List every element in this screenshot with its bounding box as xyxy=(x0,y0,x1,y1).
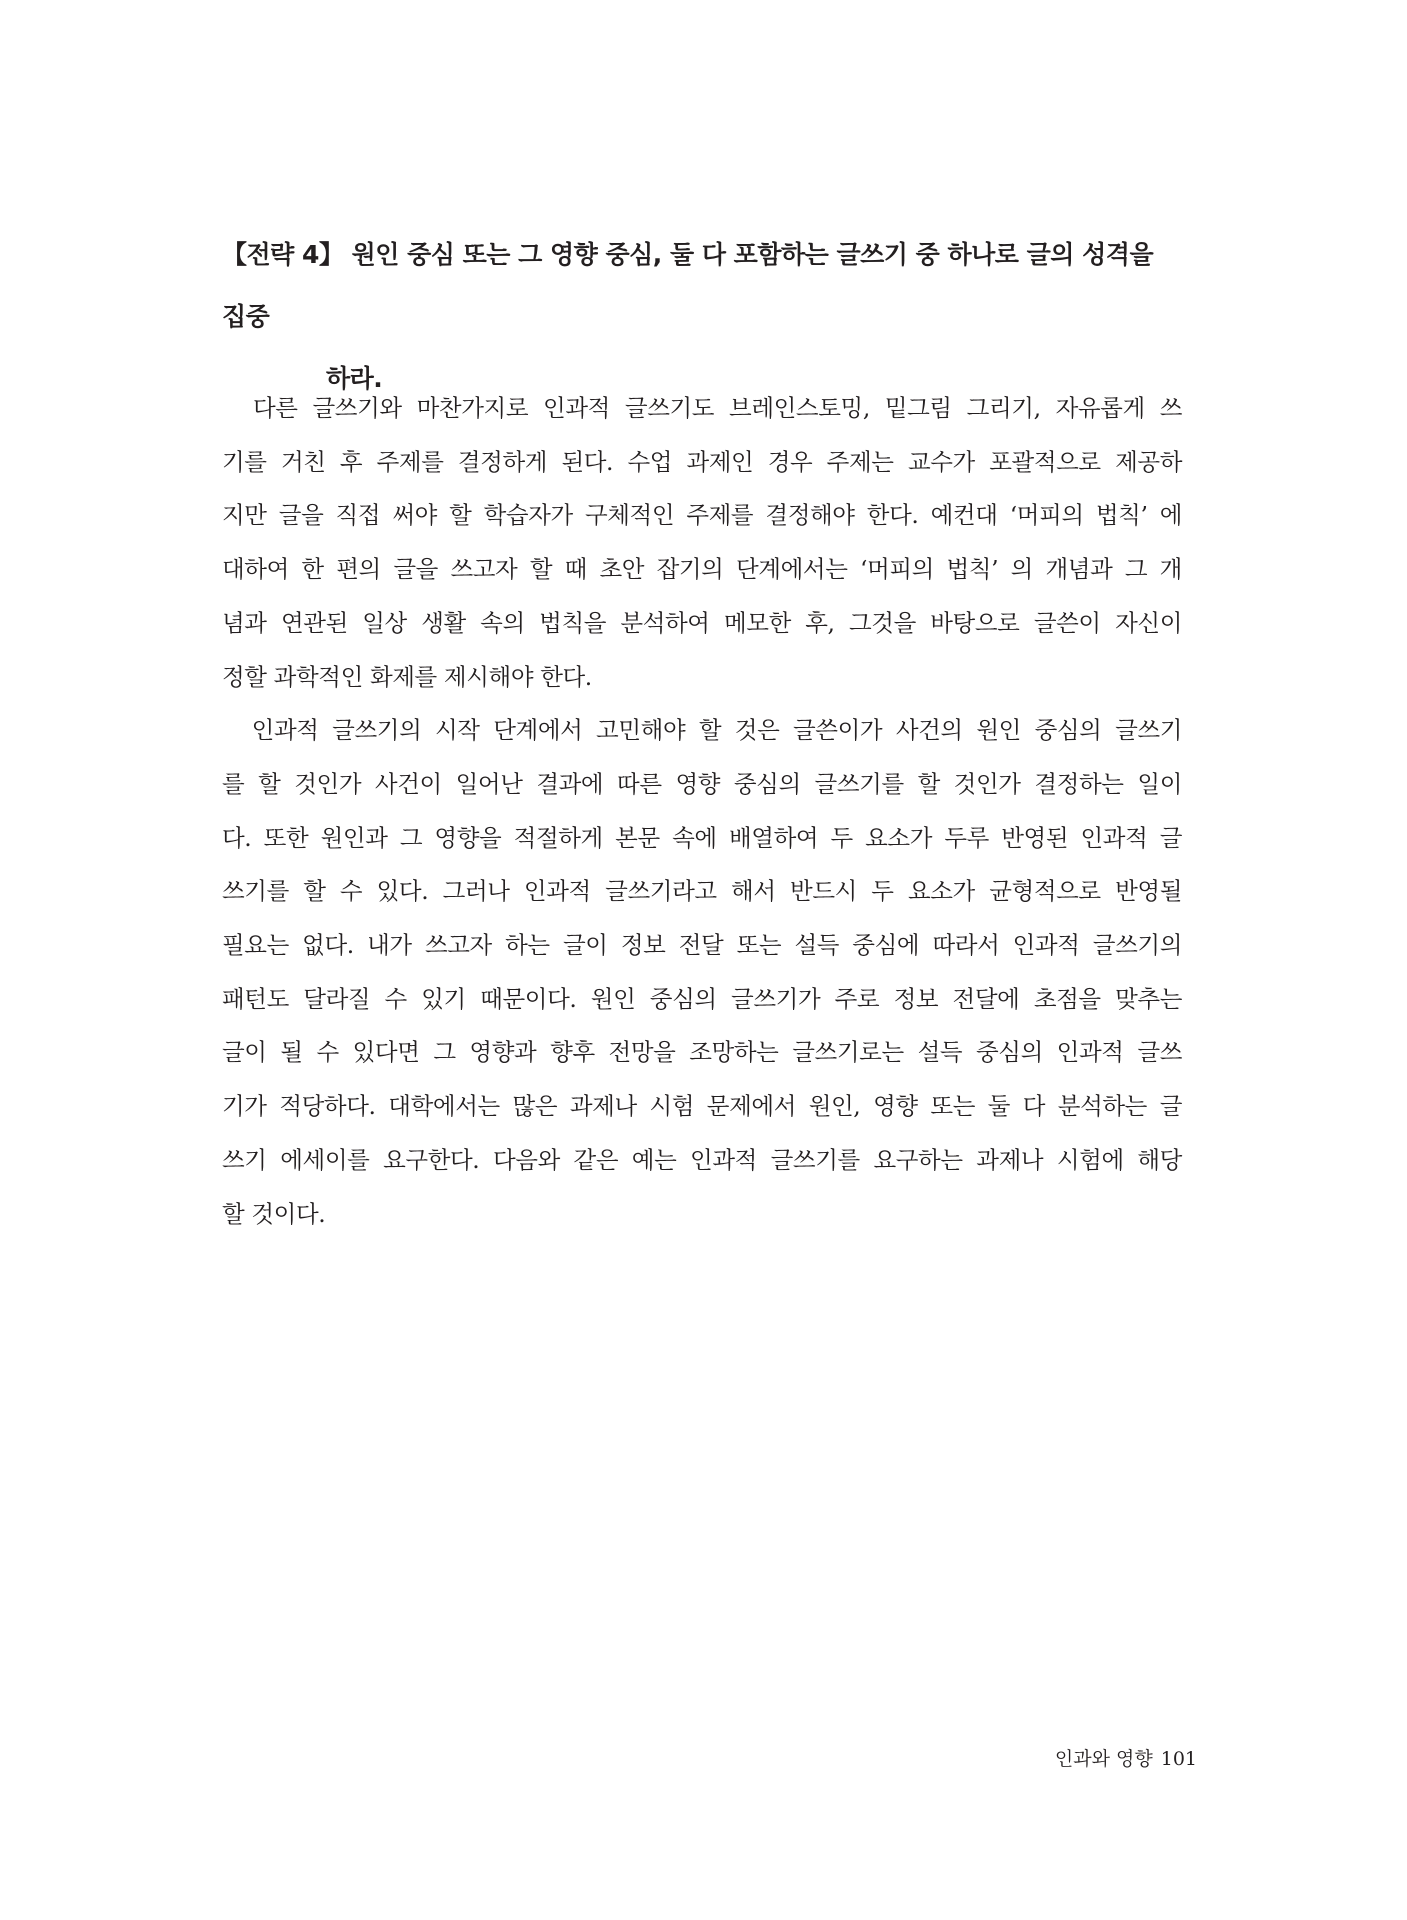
text-line: 다른 글쓰기와 마찬가지로 인과적 글쓰기도 브레인스토밍, 밑그림 그리기, 자유롭게 쓰 xyxy=(222,394,1182,422)
text-line: 글이 될 수 있다면 그 영향과 향후 전망을 조망하는 글쓰기로는 설득 중심의 인과적 글쓰 xyxy=(222,1038,1182,1067)
heading-line-2: 하라. xyxy=(326,364,383,393)
text-line: 할 것이다. xyxy=(222,1199,326,1228)
page-footer xyxy=(1055,1744,1197,1771)
body-text xyxy=(222,382,1182,1241)
text-line: 기를 거친 후 주제를 결정하게 된다. 수업 과제인 경우 주제는 교수가 포괄적으로 제공하 xyxy=(222,447,1182,476)
text-line: 대하여 한 편의 글을 쓰고자 할 때 초안 잡기의 단계에서는 ‘머피의 법칙’ 의 개념과 그 개 xyxy=(222,555,1182,584)
text-line: 쓰기를 할 수 있다. 그러나 인과적 글쓰기라고 해서 반드시 두 요소가 균형적으로 반영될 xyxy=(222,877,1182,906)
text-line: 기가 적당하다. 대학에서는 많은 과제나 시험 문제에서 원인, 영향 또는 둘 다 분석하는 글 xyxy=(222,1092,1182,1121)
paragraph-1 xyxy=(222,382,1182,704)
text-line: 다. 또한 원인과 그 영향을 적절하게 본문 속에 배열하여 두 요소가 두루 반영된 인과적 글 xyxy=(222,823,1182,852)
heading-line-1: 【전략 4】 원인 중심 또는 그 영향 중심, 둘 다 포함하는 글쓰기 중 하나로 글의 성격을 집중 xyxy=(222,240,1154,331)
text-line: 인과적 글쓰기의 시작 단계에서 고민해야 할 것은 글쓴이가 사건의 원인 중심의 글쓰기 xyxy=(222,716,1182,745)
page-number: 101 xyxy=(1160,1748,1197,1770)
text-line: 지만 글을 직접 써야 할 학습자가 구체적인 주제를 결정해야 한다. 예컨대 ‘머피의 법칙’ 에 xyxy=(222,501,1182,530)
running-section-title: 인과와 영향 xyxy=(1054,1748,1153,1770)
text-line: 패턴도 달라질 수 있기 때문이다. 원인 중심의 글쓰기가 주로 정보 전달에 초점을 맞추는 xyxy=(222,984,1182,1013)
text-line: 쓰기 에세이를 요구한다. 다음와 같은 예는 인과적 글쓰기를 요구하는 과제나 시험에 해당 xyxy=(222,1145,1182,1174)
text-line: 념과 연관된 일상 생활 속의 법칙을 분석하여 메모한 후, 그것을 바탕으로 글쓴이 자신이 xyxy=(222,608,1182,637)
paragraph-2 xyxy=(222,704,1182,1241)
text-line: 를 할 것인가 사건이 일어난 결과에 따른 영향 중심의 글쓰기를 할 것인가 결정하는 일이 xyxy=(222,769,1182,798)
text-line: 필요는 없다. 내가 쓰고자 하는 글이 정보 전달 또는 설득 중심에 따라서 인과적 글쓰기의 xyxy=(222,931,1182,960)
text-line: 정할 과학적인 화제를 제시해야 한다. xyxy=(222,662,592,691)
